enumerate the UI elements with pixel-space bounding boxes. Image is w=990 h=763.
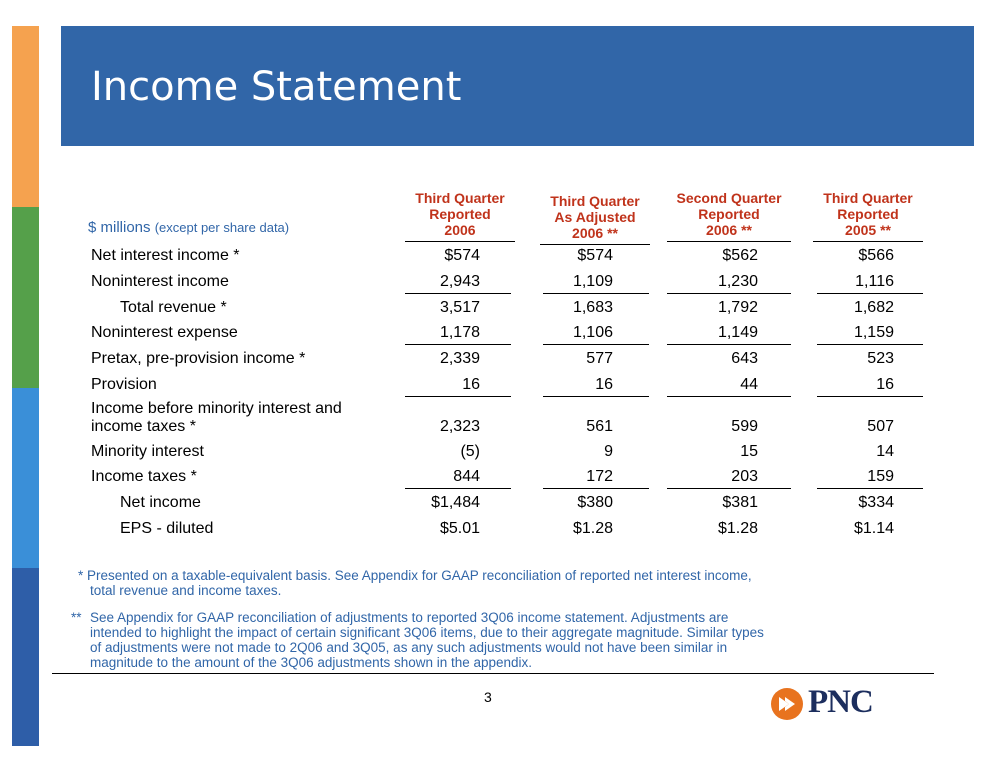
row-label: Net interest income * xyxy=(91,247,240,264)
unit-label xyxy=(88,219,289,236)
column-header-1-line2: Reported xyxy=(429,206,491,222)
underline-provision-col2 xyxy=(543,396,649,397)
row-label: Income taxes * xyxy=(91,468,197,485)
cell-value: 2,323 xyxy=(439,418,480,435)
pnc-logo-text: PNC xyxy=(808,684,873,720)
stripe-light-blue xyxy=(12,388,39,568)
column-header-4-line2: Reported xyxy=(837,206,899,222)
cell-value: $1.28 xyxy=(717,520,758,537)
cell-value: 1,109 xyxy=(572,273,613,290)
stripe-dark-blue xyxy=(12,568,39,746)
cell-value: 1,149 xyxy=(717,324,758,341)
cell-value: 2,339 xyxy=(439,350,480,367)
footer-divider xyxy=(52,673,934,674)
underline-noninterest-expense-col4 xyxy=(817,344,923,345)
stripe-green xyxy=(12,207,39,388)
column-header-2-line3: 2006 ** xyxy=(572,225,618,241)
footnote-1-line2: total revenue and income taxes. xyxy=(90,583,282,598)
footnote-1-marker: * xyxy=(78,568,84,583)
cell-value: $381 xyxy=(722,494,758,511)
column-header-3-line1: Second Quarter xyxy=(676,190,782,206)
cell-value: $566 xyxy=(858,247,894,264)
underline-noninterest-expense-col3 xyxy=(667,344,791,345)
cell-value: 523 xyxy=(867,350,894,367)
column-header-4-line1: Third Quarter xyxy=(823,190,913,206)
cell-value: $1.28 xyxy=(572,520,613,537)
column-header-1-underline xyxy=(405,241,515,242)
row-label-line1: Income before minority interest and xyxy=(91,400,342,417)
footnote-2-line1: See Appendix for GAAP reconciliation of adjustments to reported 3Q06 income statement. Adjustments are xyxy=(90,610,729,625)
column-header-3 xyxy=(667,190,791,242)
row-label-line2: income taxes * xyxy=(91,418,196,435)
cell-value: 1,116 xyxy=(855,273,894,290)
underline-noninterest-expense-col2 xyxy=(543,344,649,345)
underline-noninterest-income-col1 xyxy=(405,293,511,294)
column-header-4-line3: 2005 ** xyxy=(845,222,891,238)
column-header-1-line1: Third Quarter xyxy=(415,190,505,206)
cell-value: 1,683 xyxy=(572,299,613,316)
underline-provision-col3 xyxy=(667,396,791,397)
column-header-4 xyxy=(813,190,923,242)
column-header-1-line3: 2006 xyxy=(444,222,476,238)
underline-income-taxes-col3 xyxy=(667,488,791,489)
cell-value: 844 xyxy=(453,468,480,485)
cell-value: 9 xyxy=(604,443,613,460)
cell-value: 1,230 xyxy=(717,273,758,290)
cell-value: 15 xyxy=(740,443,758,460)
cell-value: 16 xyxy=(595,376,613,393)
cell-value: $1.14 xyxy=(853,520,894,537)
underline-noninterest-income-col4 xyxy=(817,293,923,294)
row-label: EPS - diluted xyxy=(120,520,214,537)
cell-value: 561 xyxy=(586,418,613,435)
cell-value: $334 xyxy=(858,494,894,511)
cell-value: 599 xyxy=(731,418,758,435)
footnote-2-marker: ** xyxy=(71,610,82,625)
row-label: Minority interest xyxy=(91,443,204,460)
underline-income-taxes-col1 xyxy=(405,488,511,489)
cell-value: (5) xyxy=(460,443,480,460)
cell-value: 203 xyxy=(731,468,758,485)
underline-noninterest-expense-col1 xyxy=(405,344,511,345)
cell-value: 507 xyxy=(867,418,894,435)
cell-value: 577 xyxy=(586,350,613,367)
row-label: Noninterest expense xyxy=(91,324,238,341)
cell-value: $574 xyxy=(577,247,613,264)
cell-value: $562 xyxy=(722,247,758,264)
row-label: Pretax, pre-provision income * xyxy=(91,350,306,367)
underline-provision-col4 xyxy=(817,396,923,397)
title-bar xyxy=(61,26,974,146)
page-title: Income Statement xyxy=(91,64,462,110)
cell-value: 1,106 xyxy=(572,324,613,341)
column-header-3-line2: Reported xyxy=(698,206,760,222)
cell-value: 172 xyxy=(586,468,613,485)
footnote-2 xyxy=(90,610,764,670)
cell-value: 1,159 xyxy=(853,324,894,341)
underline-noninterest-income-col2 xyxy=(543,293,649,294)
row-label: Noninterest income xyxy=(91,273,229,290)
footnote-1 xyxy=(78,568,752,583)
cell-value: $380 xyxy=(577,494,613,511)
cell-value: 44 xyxy=(740,376,758,393)
unit-label-main: $ millions xyxy=(88,219,151,236)
cell-value: 3,517 xyxy=(439,299,480,316)
stripe-orange xyxy=(12,26,39,207)
column-header-2-line1: Third Quarter xyxy=(550,193,640,209)
cell-value: 16 xyxy=(876,376,894,393)
cell-value: 16 xyxy=(462,376,480,393)
unit-label-note: (except per share data) xyxy=(154,220,290,235)
cell-value: 1,178 xyxy=(439,324,480,341)
cell-value: 14 xyxy=(876,443,894,460)
pnc-logo-icon xyxy=(770,687,804,721)
cell-value: 643 xyxy=(731,350,758,367)
underline-income-taxes-col4 xyxy=(817,488,923,489)
row-label: Net income xyxy=(120,494,201,511)
cell-value: 159 xyxy=(867,468,894,485)
column-header-2 xyxy=(540,193,650,245)
underline-provision-col1 xyxy=(405,396,511,397)
column-header-1 xyxy=(405,190,515,242)
cell-value: 1,792 xyxy=(717,299,758,316)
row-label: Provision xyxy=(91,376,157,393)
footnote-2-line3: of adjustments were not made to 2Q06 and 3Q05, as any such adjustments would not have been similar in xyxy=(90,640,728,655)
column-header-2-line2: As Adjusted xyxy=(554,209,636,225)
footnote-2-line2: intended to highlight the impact of certain significant 3Q06 items, due to their aggregate magnitude. Similar types xyxy=(90,625,764,640)
cell-value: $1,484 xyxy=(431,494,480,511)
row-label: Total revenue * xyxy=(120,299,227,316)
underline-income-taxes-col2 xyxy=(543,488,649,489)
cell-value: $5.01 xyxy=(439,520,480,537)
column-header-2-underline xyxy=(540,244,650,245)
footnote-1-line1: Presented on a taxable-equivalent basis. See Appendix for GAAP reconciliation of reported net interest income, xyxy=(87,568,752,583)
column-header-3-underline xyxy=(667,241,791,242)
cell-value: $574 xyxy=(444,247,480,264)
column-header-4-underline xyxy=(813,241,923,242)
footnote-1-continued xyxy=(90,583,281,598)
column-header-3-line3: 2006 ** xyxy=(706,222,752,238)
underline-noninterest-income-col3 xyxy=(667,293,791,294)
cell-value: 2,943 xyxy=(439,273,480,290)
footnote-2-line4: magnitude to the amount of the 3Q06 adjustments shown in the appendix. xyxy=(90,655,533,670)
cell-value: 1,682 xyxy=(853,299,894,316)
page-number: 3 xyxy=(484,689,492,705)
